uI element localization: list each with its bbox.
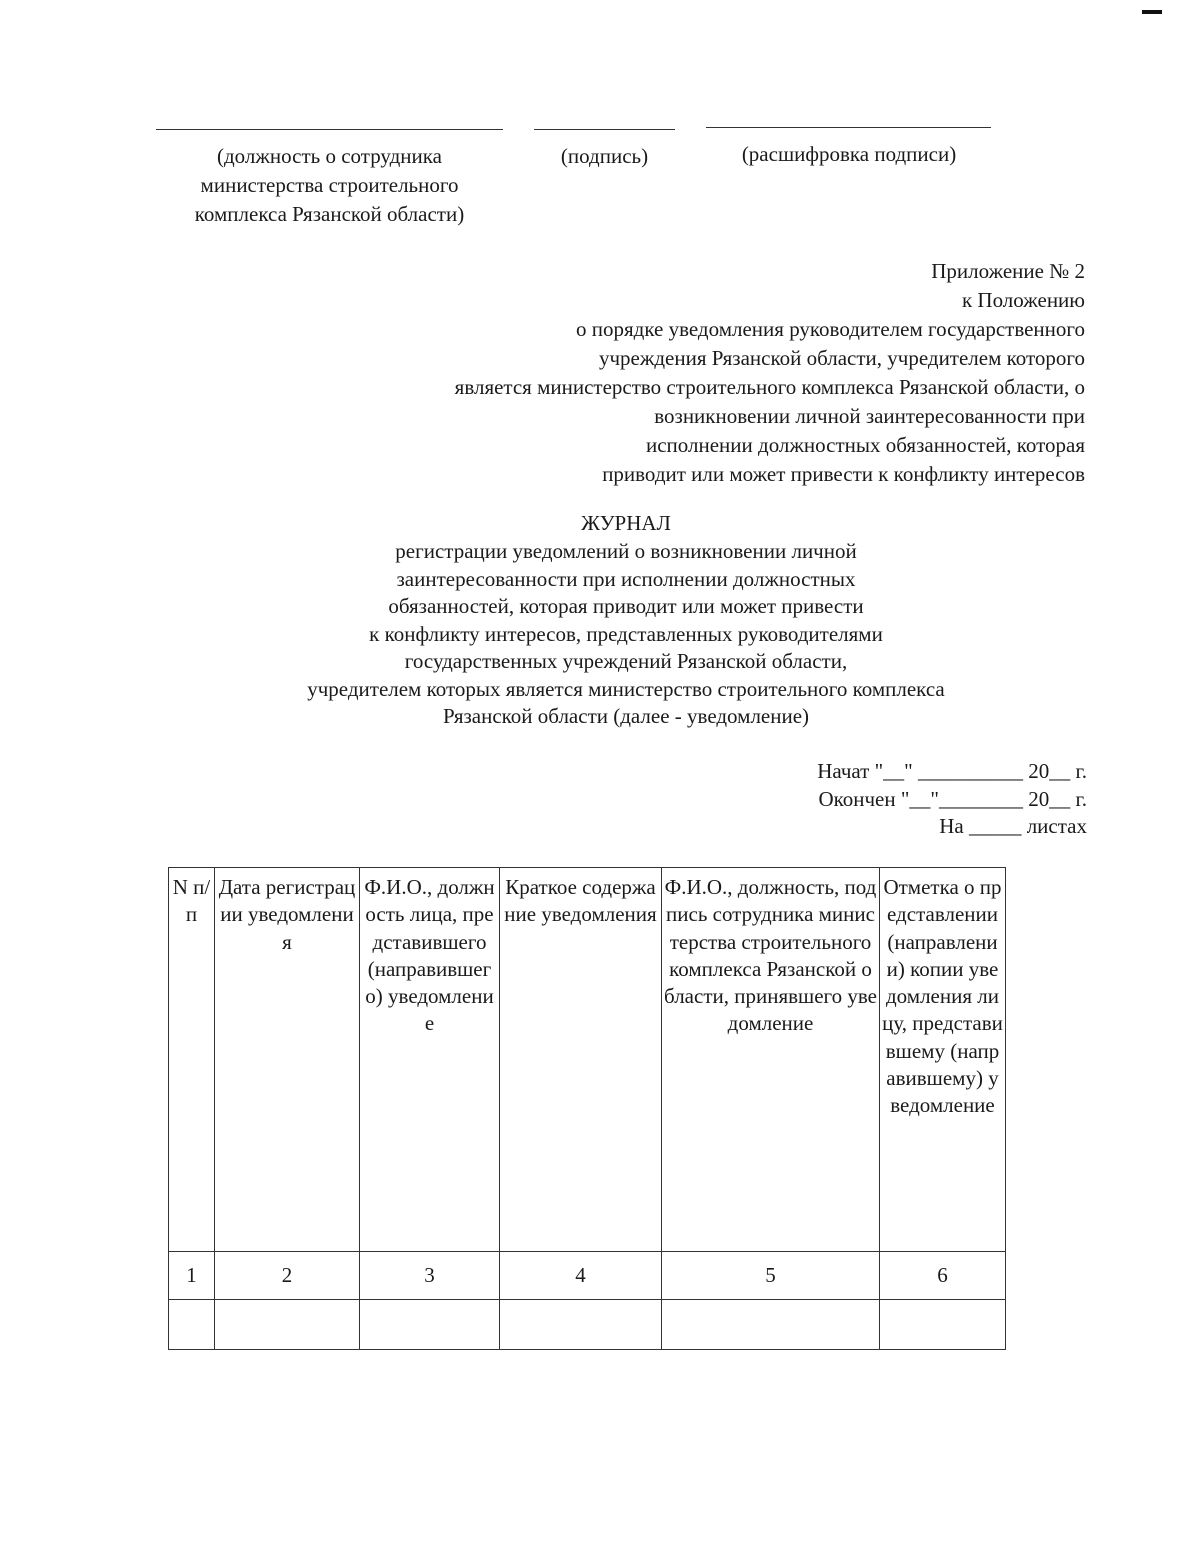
number-cell: 2 bbox=[215, 1252, 360, 1300]
position-caption: (должность о сотрудника министерства строительного комплекса Рязанской области) bbox=[194, 144, 465, 226]
signature-caption: (подпись) bbox=[560, 144, 649, 168]
header-cell-date: Дата регистрации уведомления bbox=[215, 868, 360, 1252]
header-cell-receiver: Ф.И.О., должность, подпись сотрудника министерства строительного комплекса Рязанской области, принявшего уведомление bbox=[662, 868, 880, 1252]
table-empty-row bbox=[169, 1300, 1006, 1350]
table-header-row bbox=[169, 868, 1006, 1252]
empty-cell bbox=[215, 1300, 360, 1350]
position-line bbox=[156, 129, 503, 130]
header-cell-copy-mark: Отметка о представлении (направлении) копии уведомления лицу, представившему (направившему) уведомление bbox=[880, 868, 1006, 1252]
appendix-number: Приложение № 2 bbox=[931, 259, 1085, 283]
empty-cell bbox=[360, 1300, 500, 1350]
header-cell-number: N п/п bbox=[169, 868, 215, 1252]
header-cell-submitter: Ф.И.О., должность лица, представившего (направившего) уведомление bbox=[360, 868, 500, 1252]
appendix-reference: к Положению bbox=[961, 288, 1085, 312]
sheets-line: На _____ листах bbox=[939, 814, 1087, 838]
appendix-body: о порядке уведомления руководителем государственного учреждения Рязанской области, учредителем которого является министерство строительного комплекса Рязанской области, о возникновении личной заинтересованности при исполнении должностных обязанностей, которая приводит или может привести к конфликту интересов bbox=[454, 317, 1085, 486]
number-cell: 6 bbox=[880, 1252, 1006, 1300]
number-cell: 3 bbox=[360, 1252, 500, 1300]
journal-subtitle: регистрации уведомлений о возникновении личной заинтересованности при исполнении должностных обязанностей, которая приводит или может привести к конфликту интересов, представленных руководителями государственных учреждений Рязанской области, учредителем которых является министерство строительного комплекса Рязанской области (далее - уведомление) bbox=[307, 539, 945, 728]
empty-cell bbox=[880, 1300, 1006, 1350]
number-cell: 1 bbox=[169, 1252, 215, 1300]
table-number-row bbox=[169, 1252, 1006, 1300]
decode-caption: (расшифровка подписи) bbox=[741, 142, 957, 166]
scan-mark bbox=[1142, 10, 1162, 14]
ended-line: Окончен "__"________ 20__ г. bbox=[818, 787, 1087, 811]
header-cell-summary: Краткое содержание уведомления bbox=[500, 868, 662, 1252]
empty-cell bbox=[169, 1300, 215, 1350]
decode-line bbox=[706, 127, 991, 128]
journal-title: ЖУРНАЛ bbox=[581, 511, 671, 535]
empty-cell bbox=[500, 1300, 662, 1350]
number-cell: 4 bbox=[500, 1252, 662, 1300]
signature-line bbox=[534, 129, 675, 130]
empty-cell bbox=[662, 1300, 880, 1350]
number-cell: 5 bbox=[662, 1252, 880, 1300]
started-line: Начат "__" __________ 20__ г. bbox=[817, 759, 1087, 783]
journal-table bbox=[168, 867, 1006, 1350]
